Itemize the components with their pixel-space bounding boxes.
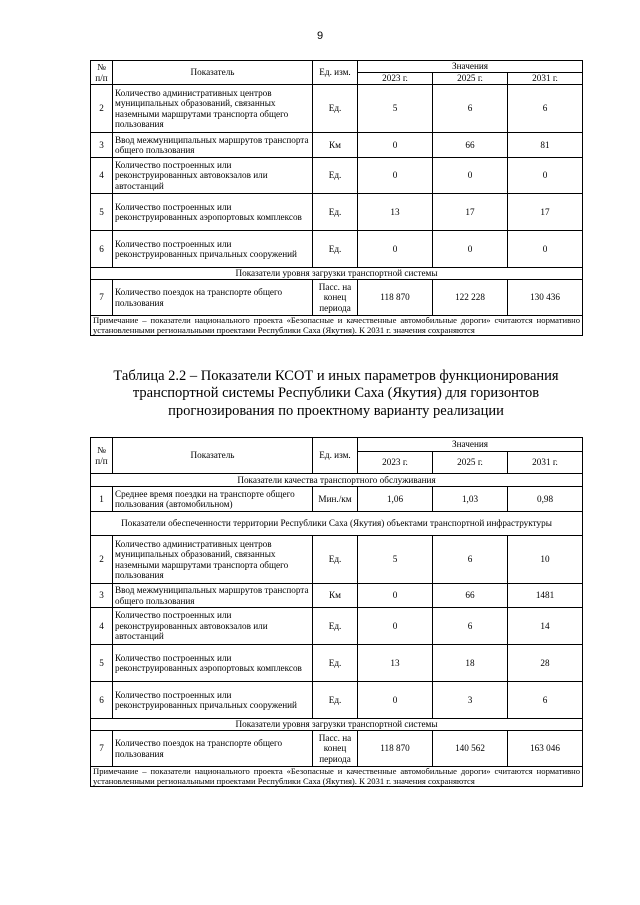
row-value-2023: 0 <box>358 231 433 268</box>
table-note: Примечание – показатели национального проекта «Безопасные и качественные автомобильные дороги» считаются нормативно установленными региональными проектами Республики Саха (Якутия). К 2031 г. значения сохраняются <box>91 767 583 787</box>
table-row <box>91 731 583 767</box>
row-indicator: Ввод межмуниципальных маршрутов транспорта общего пользования <box>113 133 313 158</box>
table-row <box>91 682 583 719</box>
row-unit: Ед. <box>313 536 358 584</box>
row-indicator: Количество построенных или реконструированных аэропортовых комплексов <box>113 645 313 682</box>
header-unit: Ед. изм. <box>313 438 358 474</box>
header-unit: Ед. изм. <box>313 61 358 85</box>
row-value-2031: 6 <box>508 85 583 133</box>
row-value-2025: 3 <box>433 682 508 719</box>
row-value-2023: 5 <box>358 85 433 133</box>
row-unit: Ед. <box>313 645 358 682</box>
row-value-2031: 14 <box>508 608 583 645</box>
row-indicator: Количество поездок на транспорте общего пользования <box>113 731 313 767</box>
row-num: 2 <box>91 85 113 133</box>
row-value-2031: 0,98 <box>508 487 583 512</box>
row-unit: Пасс. на конец периода <box>313 280 358 316</box>
row-value-2031: 1481 <box>508 584 583 608</box>
row-value-2025: 0 <box>433 158 508 194</box>
row-indicator: Количество поездок на транспорте общего пользования <box>113 280 313 316</box>
page-number: 9 <box>316 30 324 42</box>
row-value-2023: 13 <box>358 645 433 682</box>
row-value-2025: 66 <box>433 584 508 608</box>
header-year-2031: 2031 г. <box>508 452 583 474</box>
row-num: 6 <box>91 231 113 268</box>
row-unit: Ед. <box>313 158 358 194</box>
row-num: 4 <box>91 158 113 194</box>
row-unit: Ед. <box>313 231 358 268</box>
row-value-2031: 81 <box>508 133 583 158</box>
row-value-2023: 1,06 <box>358 487 433 512</box>
table-row <box>91 645 583 682</box>
row-num: 5 <box>91 194 113 231</box>
row-indicator: Количество административных центров муниципальных образований, связанных наземными маршрутами транспорта общего пользования <box>113 536 313 584</box>
row-unit: Ед. <box>313 682 358 719</box>
row-value-2025: 6 <box>433 608 508 645</box>
table-caption: Таблица 2.2 – Показатели КСОТ и иных параметров функционирования транспортной системы Республики Саха (Якутия) для горизонтов прогнозирования по проектному варианту реализации <box>113 368 559 419</box>
row-unit: Ед. <box>313 608 358 645</box>
row-num: 7 <box>91 280 113 316</box>
row-unit: Мин./км <box>313 487 358 512</box>
row-value-2025: 6 <box>433 536 508 584</box>
row-num: 4 <box>91 608 113 645</box>
row-unit: Ед. <box>313 194 358 231</box>
row-value-2023: 118 870 <box>358 731 433 767</box>
row-indicator: Количество построенных или реконструированных причальных сооружений <box>113 231 313 268</box>
row-unit: Ед. <box>313 85 358 133</box>
row-value-2023: 5 <box>358 536 433 584</box>
row-unit: Км <box>313 133 358 158</box>
row-value-2031: 6 <box>508 682 583 719</box>
table-row <box>91 487 583 512</box>
row-value-2023: 0 <box>358 608 433 645</box>
row-value-2023: 0 <box>358 158 433 194</box>
row-value-2023: 0 <box>358 682 433 719</box>
row-value-2023: 0 <box>358 133 433 158</box>
table-1 <box>90 60 583 336</box>
row-num: 2 <box>91 536 113 584</box>
table-row <box>91 280 583 316</box>
row-unit: Пасс. на конец периода <box>313 731 358 767</box>
table-row <box>91 536 583 584</box>
row-indicator: Среднее время поездки на транспорте общего пользования (автомобильном) <box>113 487 313 512</box>
row-num: 6 <box>91 682 113 719</box>
row-value-2025: 6 <box>433 85 508 133</box>
row-unit: Км <box>313 584 358 608</box>
header-year-2023: 2023 г. <box>358 73 433 85</box>
table-row <box>91 608 583 645</box>
table-row <box>91 231 583 268</box>
row-indicator: Ввод межмуниципальных маршрутов транспорта общего пользования <box>113 584 313 608</box>
row-value-2031: 28 <box>508 645 583 682</box>
row-num: 3 <box>91 133 113 158</box>
row-value-2025: 18 <box>433 645 508 682</box>
row-num: 3 <box>91 584 113 608</box>
row-value-2025: 0 <box>433 231 508 268</box>
section-infra: Показатели обеспеченности территории Республики Саха (Якутия) объектами транспортной инфраструктуры <box>91 512 583 536</box>
row-value-2031: 130 436 <box>508 280 583 316</box>
row-value-2031: 0 <box>508 231 583 268</box>
header-year-2025: 2025 г. <box>433 73 508 85</box>
header-indicator: Показатель <box>113 61 313 85</box>
table-row <box>91 584 583 608</box>
section-load: Показатели уровня загрузки транспортной системы <box>91 268 583 280</box>
row-value-2025: 17 <box>433 194 508 231</box>
row-indicator: Количество построенных или реконструированных автовокзалов или автостанций <box>113 158 313 194</box>
header-indicator: Показатель <box>113 438 313 474</box>
row-value-2025: 1,03 <box>433 487 508 512</box>
row-indicator: Количество построенных или реконструированных автовокзалов или автостанций <box>113 608 313 645</box>
table-row <box>91 194 583 231</box>
row-value-2031: 17 <box>508 194 583 231</box>
row-num: 7 <box>91 731 113 767</box>
table-row <box>91 85 583 133</box>
row-num: 1 <box>91 487 113 512</box>
header-values: Значения <box>358 61 583 73</box>
row-value-2025: 122 228 <box>433 280 508 316</box>
section-quality: Показатели качества транспортного обслуживания <box>91 474 583 487</box>
header-num: № п/п <box>91 438 113 474</box>
row-value-2025: 66 <box>433 133 508 158</box>
row-value-2025: 140 562 <box>433 731 508 767</box>
row-value-2031: 0 <box>508 158 583 194</box>
row-num: 5 <box>91 645 113 682</box>
header-year-2031: 2031 г. <box>508 73 583 85</box>
row-value-2023: 0 <box>358 584 433 608</box>
table-note: Примечание – показатели национального проекта «Безопасные и качественные автомобильные дороги» считаются нормативно установленными региональными проектами Республики Саха (Якутия). К 2031 г. значения сохраняются <box>91 316 583 336</box>
header-values: Значения <box>358 438 583 452</box>
table-row <box>91 133 583 158</box>
table-row <box>91 158 583 194</box>
row-value-2031: 163 046 <box>508 731 583 767</box>
row-value-2023: 118 870 <box>358 280 433 316</box>
section-load: Показатели уровня загрузки транспортной системы <box>91 719 583 731</box>
row-indicator: Количество построенных или реконструированных аэропортовых комплексов <box>113 194 313 231</box>
row-value-2023: 13 <box>358 194 433 231</box>
row-indicator: Количество административных центров муниципальных образований, связанных наземными маршрутами транспорта общего пользования <box>113 85 313 133</box>
row-indicator: Количество построенных или реконструированных причальных сооружений <box>113 682 313 719</box>
table-2-2 <box>90 437 583 787</box>
header-num: № п/п <box>91 61 113 85</box>
header-year-2025: 2025 г. <box>433 452 508 474</box>
row-value-2031: 10 <box>508 536 583 584</box>
header-year-2023: 2023 г. <box>358 452 433 474</box>
